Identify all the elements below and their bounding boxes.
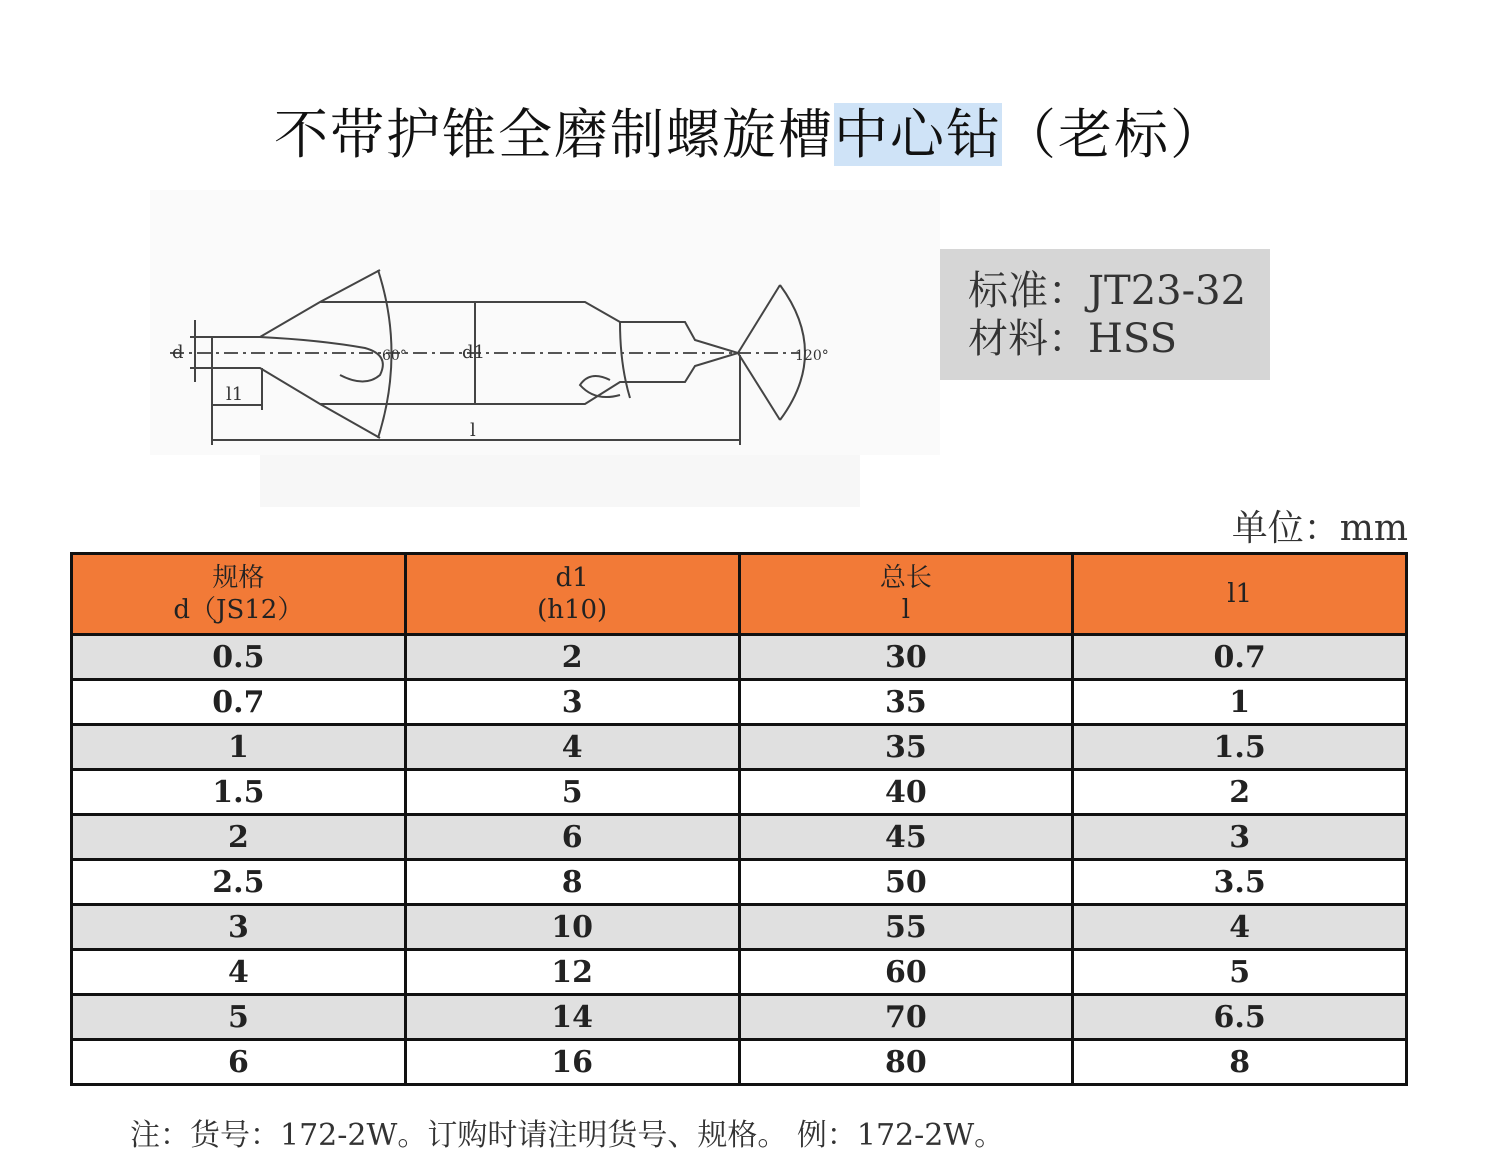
- title-part1: 不带护锥全磨制螺旋槽: [274, 103, 834, 166]
- cell-l: 45: [739, 815, 1073, 860]
- cell-l1: 1.5: [1073, 725, 1407, 770]
- cell-d1: 8: [405, 860, 739, 905]
- cell-l: 50: [739, 860, 1073, 905]
- label-angle-120: 120°: [795, 348, 829, 364]
- label-angle-60: 60°: [382, 348, 407, 364]
- cell-l: 30: [739, 635, 1073, 680]
- cell-d: 2: [72, 815, 406, 860]
- label-l: l: [470, 420, 476, 441]
- label-l1: l1: [226, 384, 244, 405]
- title-highlight: 中心钻: [834, 103, 1002, 166]
- cell-l1: 4: [1073, 905, 1407, 950]
- cell-l: 55: [739, 905, 1073, 950]
- header-l1: l1: [1073, 554, 1407, 635]
- cell-d1: 14: [405, 995, 739, 1040]
- cell-d: 3: [72, 905, 406, 950]
- table-row: [72, 770, 1407, 815]
- cell-d: 0.7: [72, 680, 406, 725]
- cell-l1: 3: [1073, 815, 1407, 860]
- cell-d1: 4: [405, 725, 739, 770]
- cell-l1: 8: [1073, 1040, 1407, 1085]
- cell-l1: 2: [1073, 770, 1407, 815]
- header-d1: d1 (h10): [405, 554, 739, 635]
- header-spec: 规格 d（JS12）: [72, 554, 406, 635]
- cell-d: 5: [72, 995, 406, 1040]
- cell-d: 1: [72, 725, 406, 770]
- header-total-length: 总长 l: [739, 554, 1073, 635]
- table-row: [72, 860, 1407, 905]
- table-row: [72, 905, 1407, 950]
- table-row: [72, 725, 1407, 770]
- drawing-background: [150, 190, 940, 455]
- cell-l1: 0.7: [1073, 635, 1407, 680]
- page-title: [0, 92, 1500, 169]
- cell-d: 2.5: [72, 860, 406, 905]
- cell-l: 35: [739, 680, 1073, 725]
- table-row: [72, 815, 1407, 860]
- table-row: [72, 995, 1407, 1040]
- unit-label: 单位：mm: [1231, 508, 1408, 549]
- title-part2: （老标）: [1002, 103, 1226, 166]
- cell-l: 40: [739, 770, 1073, 815]
- table-row: [72, 635, 1407, 680]
- order-note: 注：货号：172-2W。订购时请注明货号、规格。 例：172-2W。: [130, 1118, 1005, 1153]
- table-row: [72, 1040, 1407, 1085]
- standard-text: 标准：JT23-32: [968, 268, 1247, 314]
- cell-d: 0.5: [72, 635, 406, 680]
- cell-d1: 12: [405, 950, 739, 995]
- table-row: [72, 950, 1407, 995]
- label-d: d: [172, 342, 184, 363]
- label-d1: d1: [462, 342, 485, 363]
- spec-table: [70, 552, 1408, 1086]
- cell-l: 35: [739, 725, 1073, 770]
- cell-d: 1.5: [72, 770, 406, 815]
- cell-l: 60: [739, 950, 1073, 995]
- cell-d1: 2: [405, 635, 739, 680]
- table-row: [72, 680, 1407, 725]
- cell-d1: 5: [405, 770, 739, 815]
- material-text: 材料：HSS: [968, 316, 1177, 362]
- cell-d: 4: [72, 950, 406, 995]
- cell-l1: 1: [1073, 680, 1407, 725]
- cell-l: 80: [739, 1040, 1073, 1085]
- cell-d: 6: [72, 1040, 406, 1085]
- cell-d1: 3: [405, 680, 739, 725]
- cell-l1: 6.5: [1073, 995, 1407, 1040]
- cell-l1: 3.5: [1073, 860, 1407, 905]
- cell-d1: 10: [405, 905, 739, 950]
- spec-box: [940, 249, 1270, 380]
- cell-l1: 5: [1073, 950, 1407, 995]
- table-header-row: [72, 554, 1407, 635]
- cell-d1: 6: [405, 815, 739, 860]
- center-drill-drawing: [150, 190, 940, 510]
- cell-l: 70: [739, 995, 1073, 1040]
- cell-d1: 16: [405, 1040, 739, 1085]
